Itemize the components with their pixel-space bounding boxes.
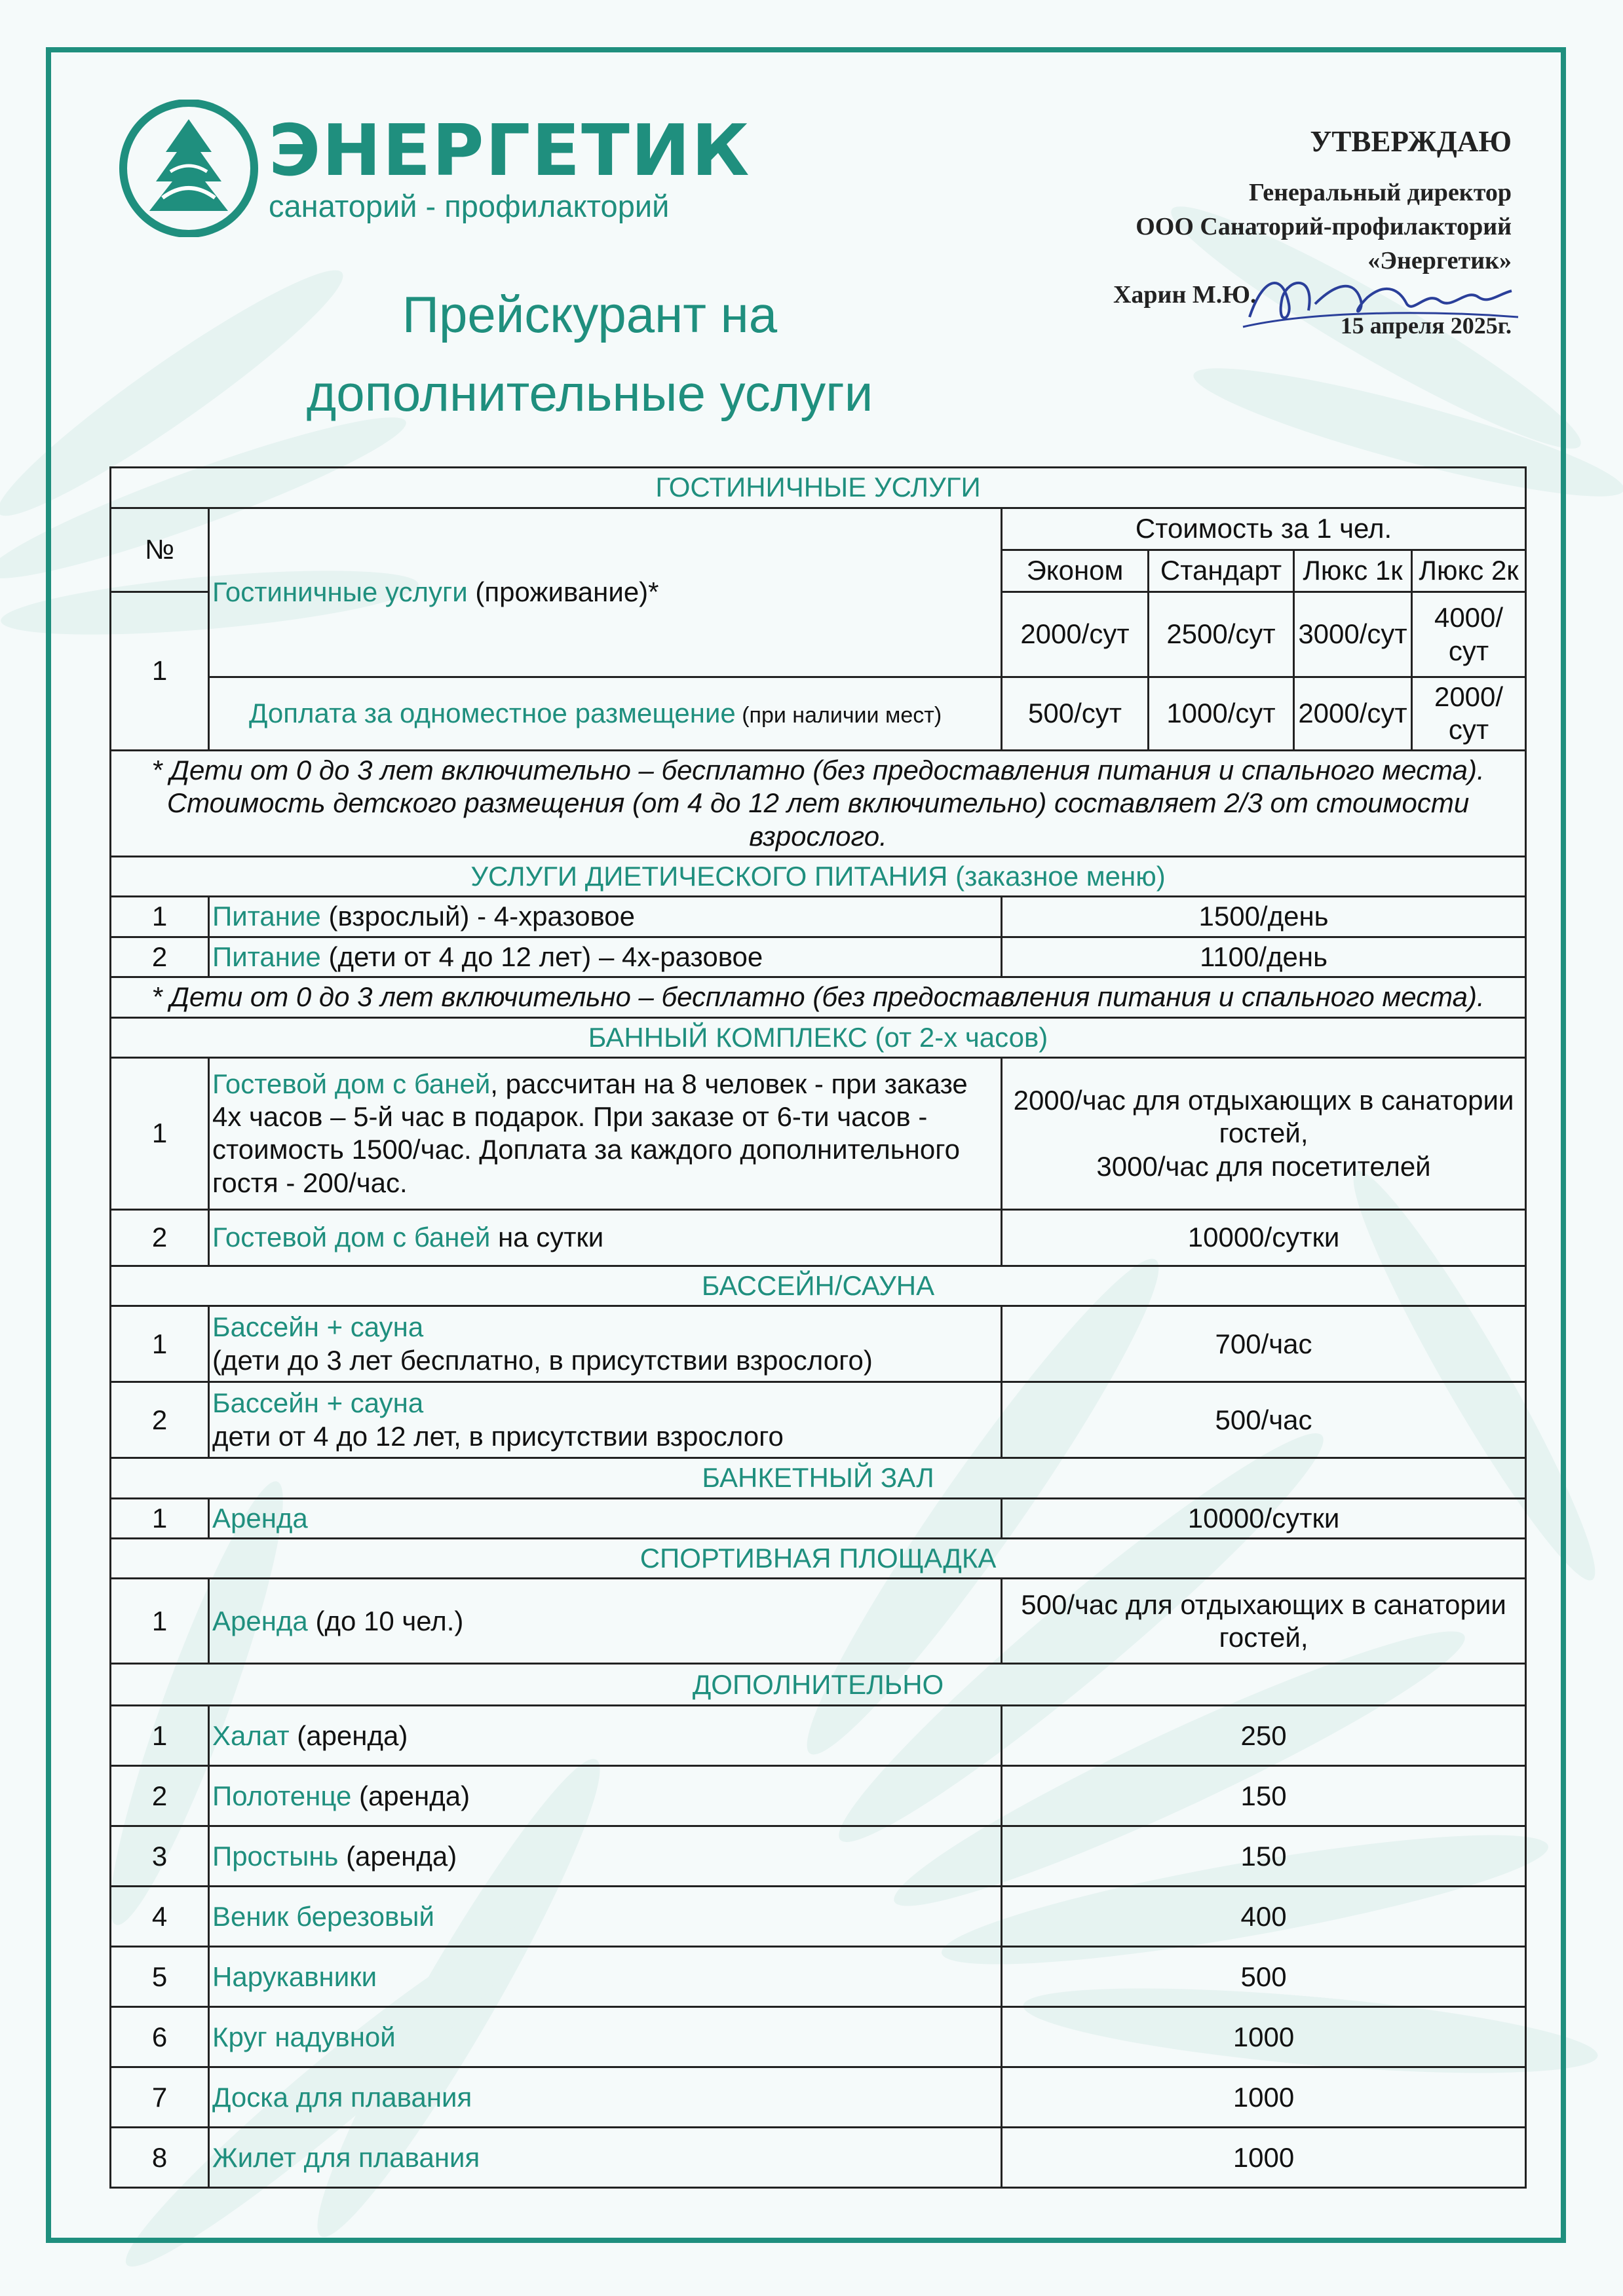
service-rest: на сутки — [490, 1222, 604, 1253]
row-number: 1 — [111, 897, 209, 937]
service-name: Простынь — [212, 1840, 339, 1872]
price-cell: 1000 — [1002, 2007, 1526, 2067]
row-number: 1 — [111, 1579, 209, 1664]
column-header-number: № — [111, 508, 209, 592]
category-header: Люкс 2к — [1412, 550, 1526, 592]
service-cell — [209, 2067, 1002, 2128]
logo-subtitle: санаторий - профилакторий — [269, 188, 670, 223]
service-name: Питание — [212, 941, 321, 972]
fir-tree-logo-icon — [117, 100, 261, 237]
hotel-service-rest: (проживание)* — [467, 576, 659, 608]
service-name: Бассейн + сауна — [212, 1311, 424, 1343]
service-name: Аренда — [212, 1502, 308, 1534]
price-cell: 10000/сутки — [1002, 1209, 1526, 1266]
price-cell: 500 — [1002, 1947, 1526, 2007]
service-rest: (аренда) — [338, 1840, 457, 1872]
service-cell — [209, 1057, 1002, 1209]
price-cell: 2000/сут — [1294, 677, 1412, 751]
document-title-line2: дополнительные услуги — [306, 364, 873, 422]
price-cell: 500/сут — [1002, 677, 1149, 751]
price-cell: 1500/день — [1002, 897, 1526, 937]
service-name: Полотенце — [212, 1780, 352, 1811]
row-number: 8 — [111, 2128, 209, 2188]
price-cell: 10000/сутки — [1002, 1498, 1526, 1538]
service-name: Питание — [212, 901, 321, 932]
single-supplement-rest: (при наличии мест) — [735, 703, 942, 728]
row-number: 1 — [111, 1306, 209, 1382]
price-cell: 2500/сут — [1149, 592, 1294, 677]
price-cell: 700/час — [1002, 1306, 1526, 1382]
row-number: 4 — [111, 1887, 209, 1947]
approval-position: Генеральный директор — [1248, 179, 1512, 206]
service-name: Круг надувной — [212, 2021, 396, 2052]
section-extra-title: ДОПОЛНИТЕЛЬНО — [111, 1664, 1526, 1706]
service-cell — [209, 1826, 1002, 1887]
row-number: 7 — [111, 2067, 209, 2128]
row-number: 1 — [111, 592, 209, 751]
service-cell — [209, 1766, 1002, 1826]
service-rest: (аренда) — [289, 1720, 408, 1751]
price-cell: 500/час — [1002, 1382, 1526, 1458]
price-cell: 2000/сут — [1412, 677, 1526, 751]
service-cell — [209, 1209, 1002, 1266]
service-rest: дети от 4 до 12 лет, в присутствии взрослого — [212, 1420, 784, 1452]
section-bath-title: БАННЫЙ КОМПЛЕКС (от 2-х часов) — [111, 1017, 1526, 1057]
price-cell: 150 — [1002, 1766, 1526, 1826]
service-name: Бассейн + сауна — [212, 1387, 424, 1419]
row-number: 1 — [111, 1706, 209, 1766]
row-number: 2 — [111, 1209, 209, 1266]
service-rest: , рассчитан на 8 человек - при заказе 4х часов – 5-й час в подарок. При заказе от 6-ти часов - стоимость 1500/час. Доплата за каждого дополнительного гостя - 200/час. — [212, 1068, 968, 1198]
approval-heading: УТВЕРЖДАЮ — [1310, 125, 1512, 158]
section-hotel-title: ГОСТИНИЧНЫЕ УСЛУГИ — [111, 468, 1526, 508]
row-number: 2 — [111, 937, 209, 977]
service-rest: (аренда) — [351, 1780, 470, 1811]
service-rest: (дети до 3 лет бесплатно, в присутствии взрослого) — [212, 1344, 873, 1376]
hotel-note: * Дети от 0 до 3 лет включительно – бесплатно (без предоставления питания и спального места). Стоимость детского размещения (от 4 до 12 лет включительно) составляет 2/3 от стоимости взрослого. — [111, 750, 1526, 856]
price-cell: 500/час для отдыхающих в санатории гостей, — [1002, 1579, 1526, 1664]
logo-name: ЭНЕРГЕТИК — [269, 109, 751, 192]
service-name: Гостевой дом с баней — [212, 1068, 491, 1099]
price-cell: 1000/сут — [1149, 677, 1294, 751]
hotel-service-cell — [209, 508, 1002, 677]
row-number: 6 — [111, 2007, 209, 2067]
price-cell: 1000 — [1002, 2128, 1526, 2188]
service-cell — [209, 937, 1002, 977]
service-name: Халат — [212, 1720, 290, 1751]
section-sport-title: СПОРТИВНАЯ ПЛОЩАДКА — [111, 1539, 1526, 1579]
row-number: 1 — [111, 1498, 209, 1538]
category-header: Люкс 1к — [1294, 550, 1412, 592]
price-cell: 1000 — [1002, 2067, 1526, 2128]
price-cell: 2000/сут — [1002, 592, 1149, 677]
service-cell — [209, 1887, 1002, 1947]
row-number: 2 — [111, 1766, 209, 1826]
service-name: Аренда — [212, 1605, 308, 1636]
service-rest: (дети от 4 до 12 лет) – 4х-разовое — [320, 941, 763, 972]
row-number: 1 — [111, 1057, 209, 1209]
section-banquet-title: БАНКЕТНЫЙ ЗАЛ — [111, 1458, 1526, 1498]
approval-signer: Харин М.Ю. — [1113, 281, 1257, 309]
price-cell: 3000/сут — [1294, 592, 1412, 677]
price-cell: 1100/день — [1002, 937, 1526, 977]
service-rest: (взрослый) - 4-хразовое — [320, 901, 636, 932]
document-title — [275, 275, 904, 432]
service-name: Нарукавники — [212, 1961, 377, 1992]
price-cell: 400 — [1002, 1887, 1526, 1947]
service-name: Жилет для плавания — [212, 2141, 480, 2173]
service-cell — [209, 1382, 1002, 1458]
service-cell — [209, 1947, 1002, 2007]
row-number: 2 — [111, 1382, 209, 1458]
approval-company-name: «Энергетик» — [1367, 247, 1512, 274]
service-cell — [209, 1579, 1002, 1664]
approval-block — [1113, 124, 1512, 339]
section-diet-title: УСЛУГИ ДИЕТИЧЕСКОГО ПИТАНИЯ (заказное меню) — [111, 856, 1526, 896]
hotel-service-name: Гостиничные услуги — [212, 576, 468, 608]
single-supplement-name: Доплата за одноместное размещение — [249, 698, 736, 729]
logo — [117, 100, 751, 237]
service-cell — [209, 897, 1002, 937]
service-name: Гостевой дом с баней — [212, 1222, 491, 1253]
diet-note: * Дети от 0 до 3 лет включительно – бесплатно (без предоставления питания и спального места). — [111, 977, 1526, 1017]
service-cell — [209, 2128, 1002, 2188]
category-header: Эконом — [1002, 550, 1149, 592]
service-cell — [209, 1706, 1002, 1766]
column-header-cost: Стоимость за 1 чел. — [1002, 508, 1526, 550]
price-cell — [1002, 1057, 1526, 1209]
approval-date: 15 апреля 2025г. — [1340, 312, 1512, 339]
single-supplement-cell — [209, 677, 1002, 751]
approval-signer-row — [1113, 278, 1512, 312]
category-header: Стандарт — [1149, 550, 1294, 592]
service-cell — [209, 1306, 1002, 1382]
price-cell: 150 — [1002, 1826, 1526, 1887]
price-cell: 250 — [1002, 1706, 1526, 1766]
row-number: 5 — [111, 1947, 209, 2007]
document-title-line1: Прейскурант на — [402, 286, 778, 343]
service-cell — [209, 1498, 1002, 1538]
service-name: Доска для плавания — [212, 2081, 472, 2113]
price-cell: 4000/сут — [1412, 592, 1526, 677]
row-number: 3 — [111, 1826, 209, 1887]
service-rest: (до 10 чел.) — [307, 1605, 464, 1636]
price-line: 2000/час для отдыхающих в санатории гостей, — [1013, 1084, 1514, 1149]
service-name: Веник березовый — [212, 1900, 434, 1932]
section-pool-title: БАССЕЙН/САУНА — [111, 1266, 1526, 1306]
approval-company: ООО Санаторий-профилакторий — [1136, 213, 1512, 240]
price-table — [109, 466, 1527, 2189]
signature-icon — [1236, 265, 1525, 337]
price-line: 3000/час для посетителей — [1096, 1150, 1431, 1182]
service-cell — [209, 2007, 1002, 2067]
